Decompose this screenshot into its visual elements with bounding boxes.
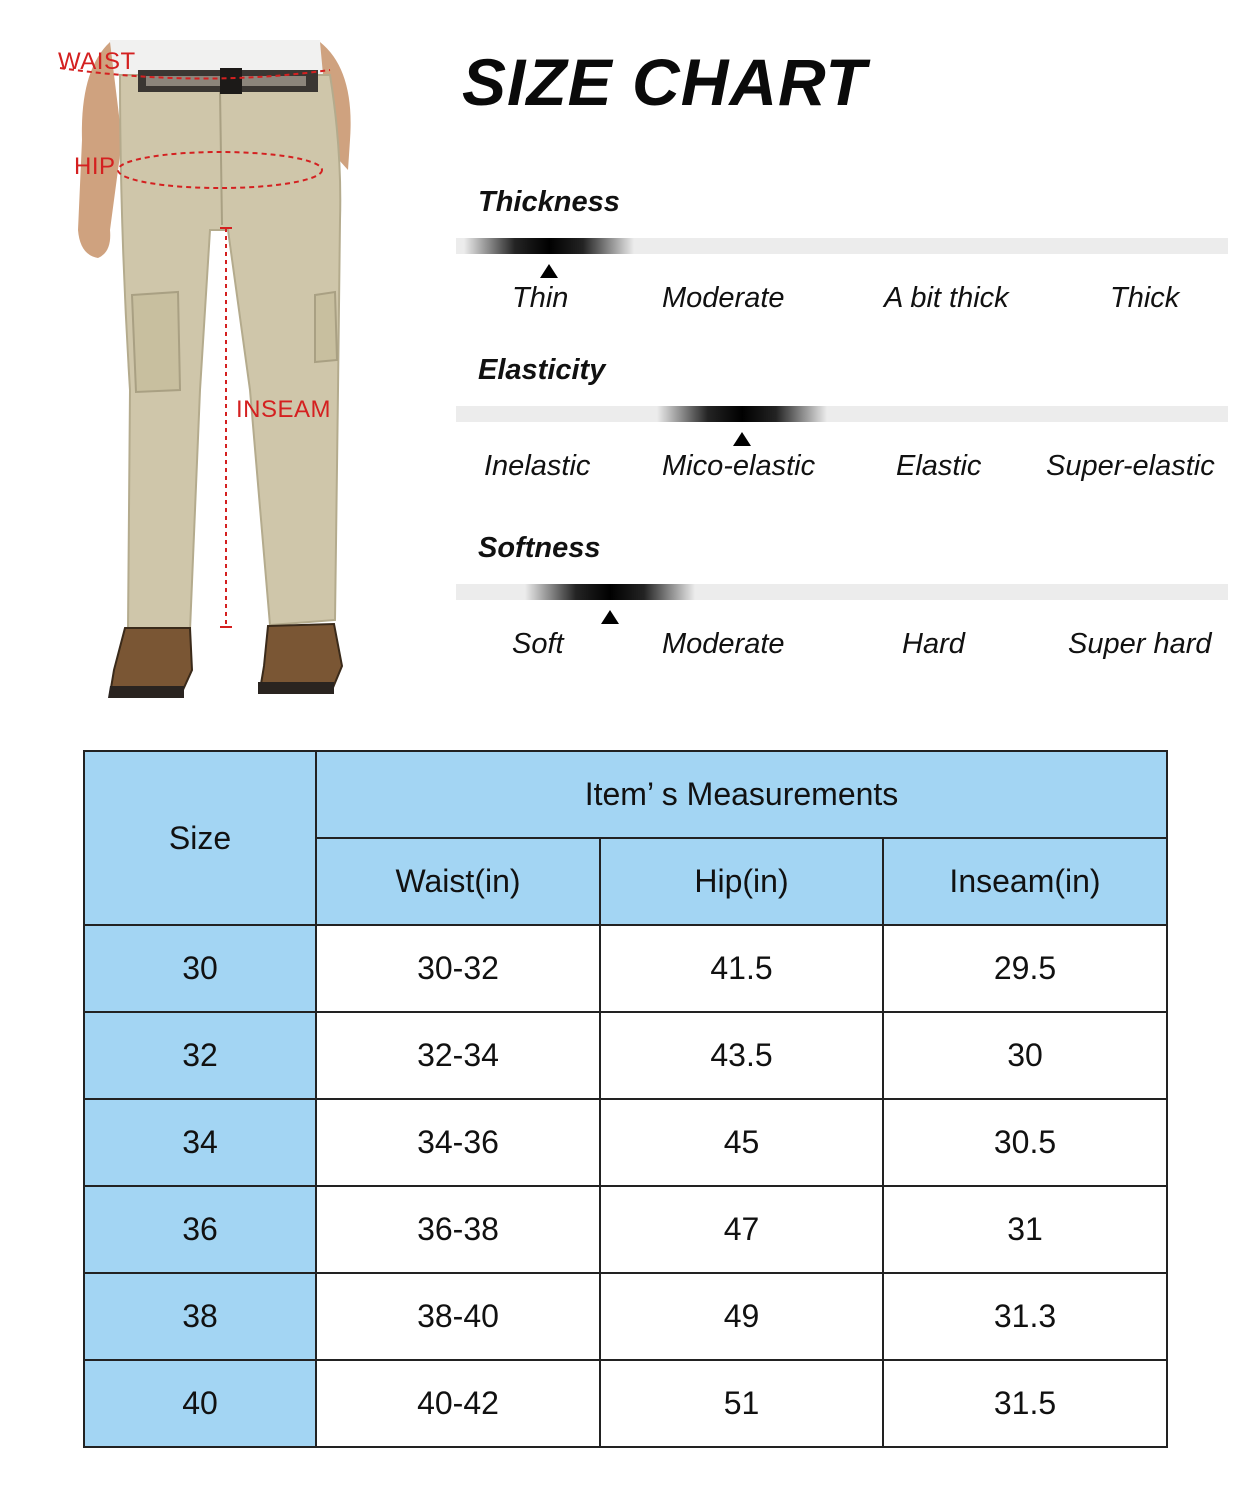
scale-marker-icon <box>733 432 751 446</box>
size-cell: 30 <box>84 925 316 1012</box>
scale-marker-icon <box>601 610 619 624</box>
scale-option: Thick <box>1110 282 1180 314</box>
table-row <box>84 1186 1167 1273</box>
scale-option: A bit thick <box>884 282 1009 314</box>
scale-option: Moderate <box>662 628 785 660</box>
inseam-cell: 30.5 <box>883 1099 1167 1186</box>
hip-cell: 47 <box>600 1186 883 1273</box>
pants-illustration <box>50 30 390 710</box>
table-row <box>84 1012 1167 1099</box>
table-header-row <box>84 751 1167 838</box>
table-row <box>84 925 1167 1012</box>
inseam-cell: 30 <box>883 1012 1167 1099</box>
scale-option: Super hard <box>1068 628 1212 660</box>
waist-cell: 30-32 <box>316 925 600 1012</box>
scale-option: Soft <box>512 628 564 660</box>
inseam-cell: 31 <box>883 1186 1167 1273</box>
scale-option: Thin <box>512 282 569 314</box>
product-figure <box>50 30 350 710</box>
inseam-cell: 31.5 <box>883 1360 1167 1447</box>
size-header: Size <box>84 751 316 925</box>
hip-label: HIP <box>74 153 116 180</box>
waist-cell: 34-36 <box>316 1099 600 1186</box>
table-row <box>84 1273 1167 1360</box>
size-cell: 36 <box>84 1186 316 1273</box>
waist-cell: 32-34 <box>316 1012 600 1099</box>
measurements-header: Item’ s Measurements <box>316 751 1167 838</box>
inseam-label: INSEAM <box>236 396 332 423</box>
inseam-cell: 29.5 <box>883 925 1167 1012</box>
size-cell: 40 <box>84 1360 316 1447</box>
table-row <box>84 1099 1167 1186</box>
scale-option: Inelastic <box>484 450 591 482</box>
scale-level-fill <box>657 406 827 422</box>
size-cell: 32 <box>84 1012 316 1099</box>
column-header-hip: Hip(in) <box>600 838 883 925</box>
scale-marker-icon <box>540 264 558 278</box>
hip-cell: 51 <box>600 1360 883 1447</box>
scale-option: Hard <box>902 628 965 660</box>
column-header-inseam: Inseam(in) <box>883 838 1167 925</box>
scale-option: Mico-elastic <box>662 450 816 482</box>
page-title: SIZE CHART <box>462 45 867 119</box>
scale-title: Thickness <box>478 186 620 218</box>
hip-cell: 45 <box>600 1099 883 1186</box>
scale-option: Elastic <box>896 450 982 482</box>
hip-cell: 43.5 <box>600 1012 883 1099</box>
scale-level-fill <box>464 238 634 254</box>
scale-bar <box>456 584 1228 600</box>
hip-cell: 41.5 <box>600 925 883 1012</box>
waist-cell: 38-40 <box>316 1273 600 1360</box>
scale-title: Softness <box>478 532 601 564</box>
size-table <box>83 750 1168 1448</box>
size-cell: 34 <box>84 1099 316 1186</box>
size-cell: 38 <box>84 1273 316 1360</box>
scale-title: Elasticity <box>478 354 606 386</box>
table-row <box>84 1360 1167 1447</box>
scale-bar <box>456 406 1228 422</box>
column-header-waist: Waist(in) <box>316 838 600 925</box>
scale-option: Super-elastic <box>1046 450 1215 482</box>
waist-label: WAIST <box>58 48 136 75</box>
inseam-cell: 31.3 <box>883 1273 1167 1360</box>
scale-option: Moderate <box>662 282 785 314</box>
hip-cell: 49 <box>600 1273 883 1360</box>
waist-cell: 40-42 <box>316 1360 600 1447</box>
scale-bar <box>456 238 1228 254</box>
waist-cell: 36-38 <box>316 1186 600 1273</box>
scale-level-fill <box>525 584 695 600</box>
